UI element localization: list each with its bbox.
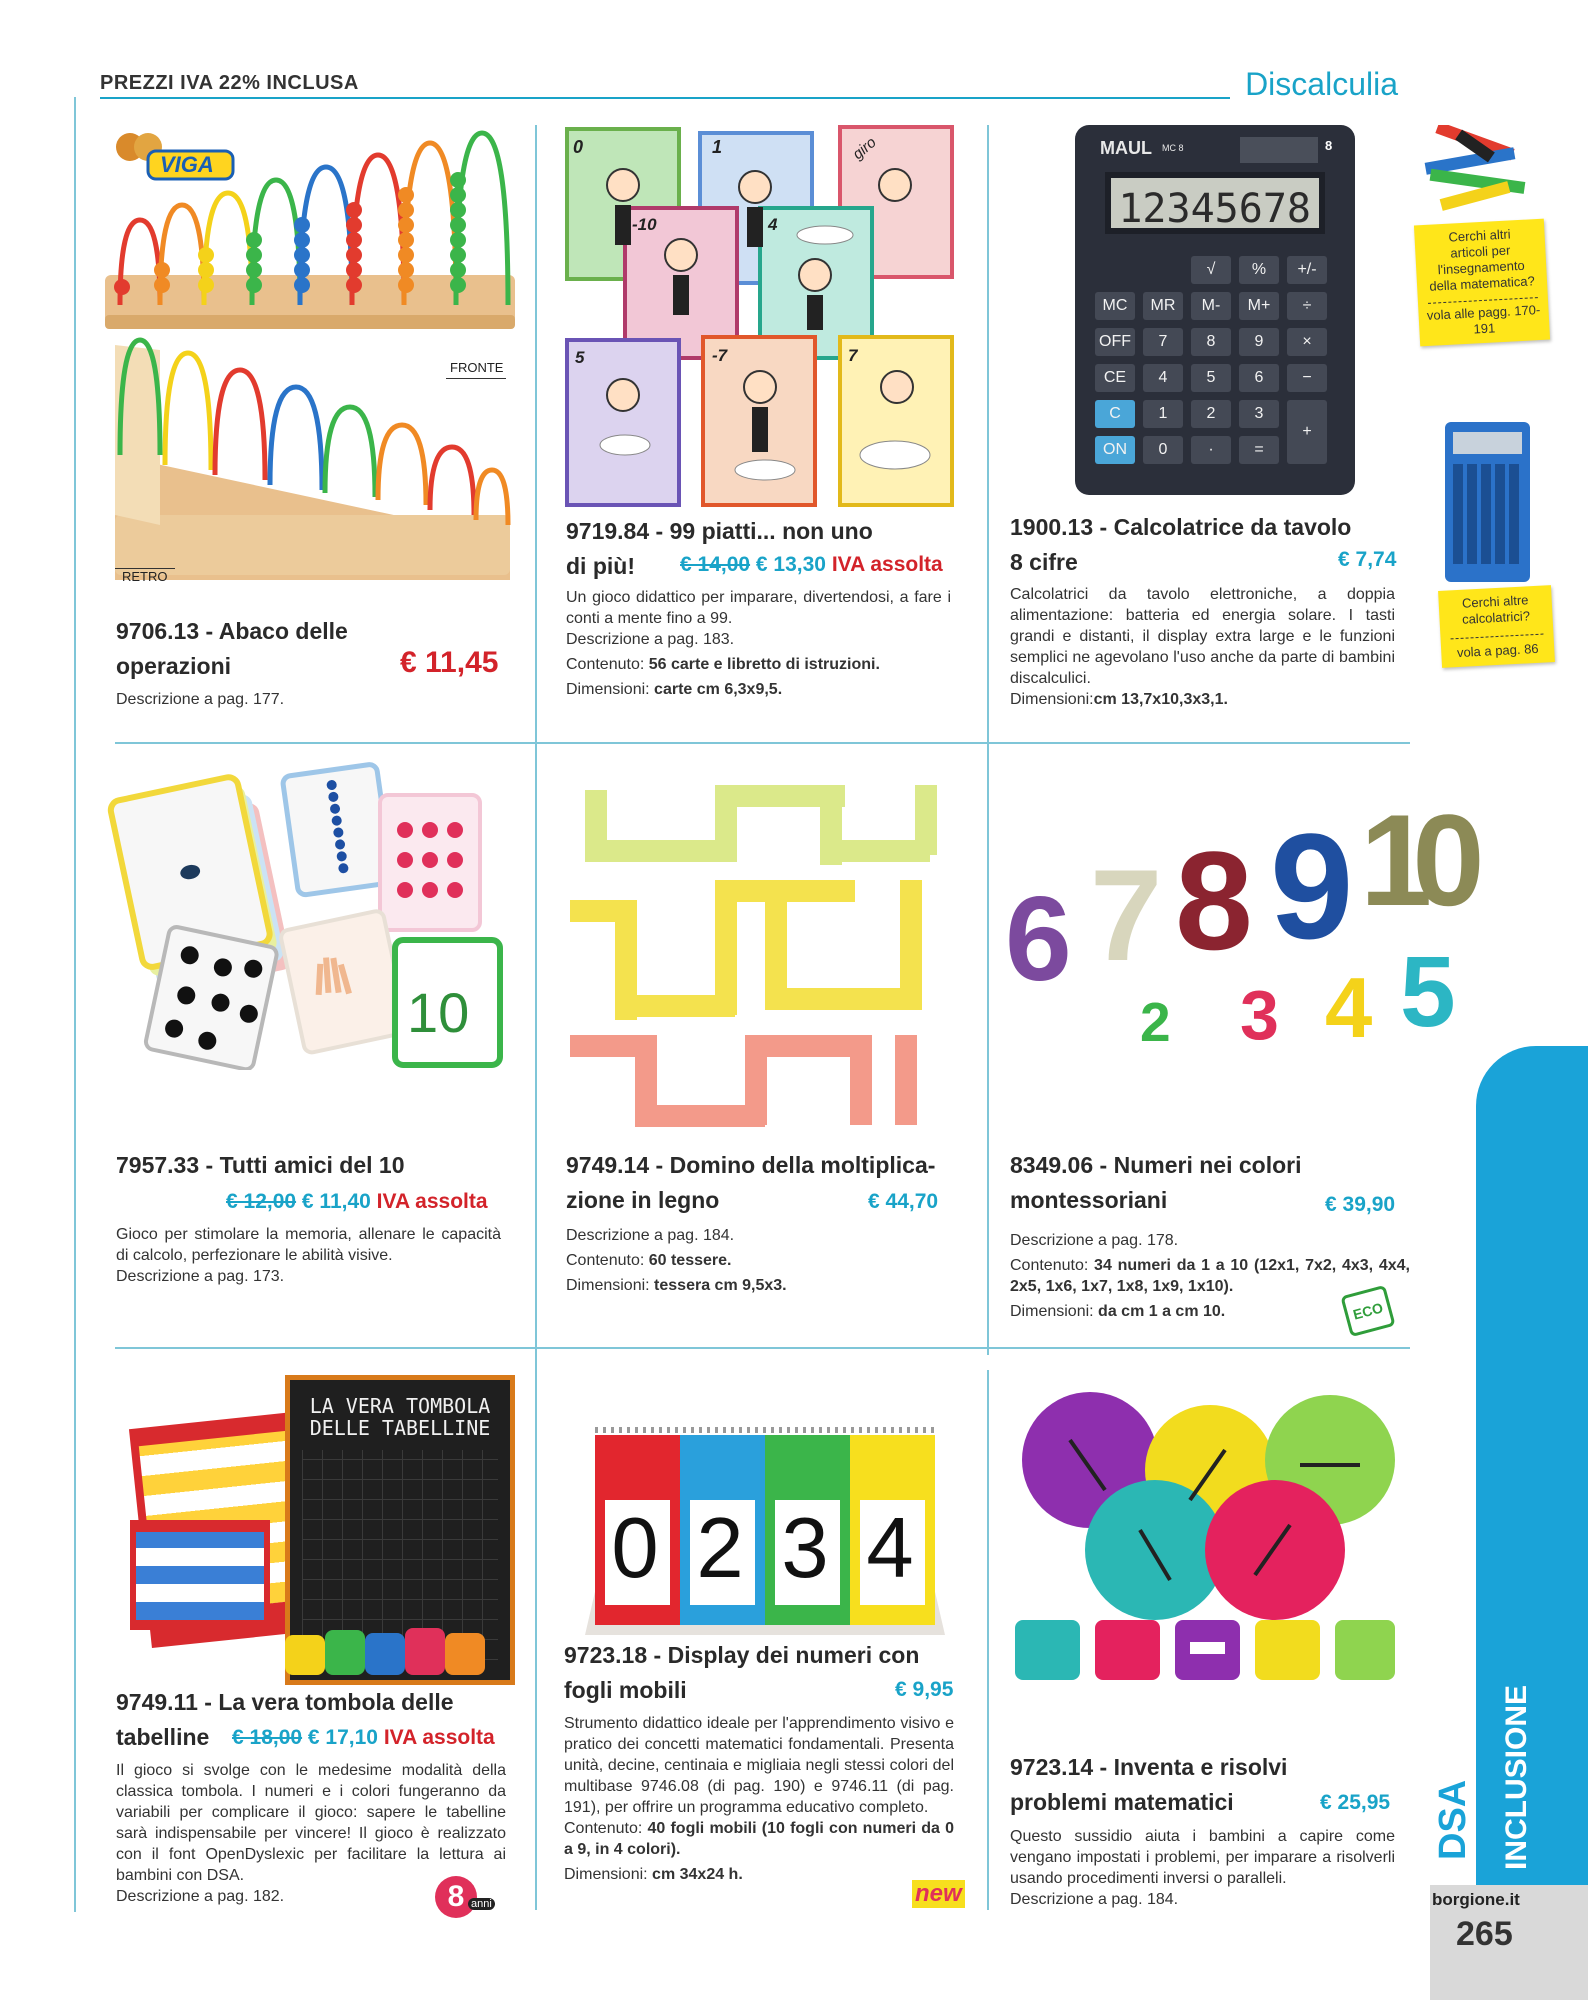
- calculator-key: 2: [1191, 400, 1231, 428]
- product-code: 9723.14: [1010, 1754, 1094, 1780]
- vat-note: PREZZI IVA 22% INCLUSA: [100, 72, 359, 94]
- calculator-model: MC 8: [1162, 143, 1184, 153]
- calculator-key: 9: [1239, 328, 1279, 356]
- product-description: Il gioco si svolge con le medesime modalità della classica tombola. I numeri e i colori fungeranno da variabili per complicare il gioco: sapere le tabelline sarà indispensabile per vincere! Il gioco è realizzato con il font OpenDyslexic per facilitare la lettura ai bambini con DSA. Descrizione a pag. 182.: [116, 1762, 506, 1905]
- calculator-key: M+: [1239, 292, 1279, 320]
- tab-dsa: DSA: [1432, 1779, 1474, 1860]
- calculator-key: ÷: [1287, 292, 1327, 320]
- calculator-key: 6: [1239, 364, 1279, 392]
- product-code: 9706.13: [116, 618, 200, 644]
- product-price: € 7,74: [1338, 548, 1397, 571]
- website[interactable]: borgione.it: [1432, 1890, 1520, 1909]
- calculator-key: −: [1287, 364, 1327, 392]
- product-code: 1900.13: [1010, 514, 1094, 540]
- back-label: RETRO: [122, 569, 168, 584]
- digit: 4: [1325, 961, 1373, 1056]
- product-price-block: [232, 1726, 495, 1750]
- digit: 10: [1360, 787, 1465, 933]
- product-title: 9706.13 - Abaco delle operazioni: [116, 618, 348, 679]
- card-label: -10: [632, 215, 657, 234]
- product-price: € 11,45: [400, 646, 499, 679]
- old-price: € 12,00: [226, 1190, 297, 1213]
- display-digit: 2: [696, 1501, 744, 1596]
- digit: 8: [1175, 822, 1253, 979]
- vat-note: IVA assolta: [831, 553, 943, 576]
- digit: 2: [1140, 991, 1171, 1053]
- product-code: 9749.11: [116, 1689, 198, 1715]
- column-divider-1: [535, 125, 537, 1910]
- product-title: 9723.18 - Display dei numeri con fogli mobili: [564, 1642, 920, 1703]
- calculator-key: 1: [1143, 400, 1183, 428]
- product-description: Calcolatrici da tavolo elettroniche, a doppia alimentazione: batteria ed energia solare. I tasti grandi e distanti, il display extra large e le funzioni semplici ne agevolano l'uso anche da parte di bambini discalculici. Dimensioni:cm 13,7x10,3x3,1.: [1010, 586, 1395, 708]
- product-description: Questo sussidio aiuta i bambini a capire come vengano impostati i problemi, per imparare a risolverli usando procedimenti inversi o paralleli. Descrizione a pag. 184.: [1010, 1828, 1395, 1908]
- display-digit: 4: [866, 1501, 914, 1596]
- calculator-key: +: [1287, 400, 1327, 464]
- domino-image: [565, 770, 955, 1140]
- cards-image: [565, 125, 960, 510]
- product-code: 9723.18: [564, 1642, 648, 1668]
- problem-wheels-image: [1010, 1380, 1400, 1690]
- left-border: [74, 97, 76, 1912]
- row-divider-2: [115, 1347, 1410, 1349]
- product-title: 9719.84 - 99 piatti... non uno di più!: [566, 518, 873, 579]
- product-price: € 39,90: [1325, 1193, 1396, 1216]
- calculator-key: C: [1095, 400, 1135, 428]
- product-price: € 13,30: [755, 553, 826, 576]
- page-link: vola a pag. 86: [1456, 640, 1539, 661]
- header-rule: [100, 97, 1230, 99]
- math-sticks-image: [1415, 125, 1535, 215]
- board-title: LA VERA TOMBOLA DELLE TABELLINE: [309, 1394, 491, 1440]
- card-label: giro: [849, 133, 880, 164]
- calculator-key: ·: [1191, 436, 1231, 464]
- new-badge: new: [912, 1880, 965, 1908]
- calculator-display: 12345678: [1105, 172, 1325, 234]
- calculator-key: =: [1239, 436, 1279, 464]
- product-title: 1900.13 - Calcolatrice da tavolo 8 cifre: [1010, 514, 1352, 575]
- product-code: 8349.06: [1010, 1152, 1094, 1178]
- product-title: 9749.14 - Domino della moltiplica- zione in legno: [566, 1152, 936, 1213]
- calculator-key: √: [1191, 256, 1231, 284]
- age-unit: anni: [468, 1898, 495, 1910]
- back-label-rule: [115, 568, 175, 569]
- calculator-key: 8: [1191, 328, 1231, 356]
- card-label: -7: [712, 346, 728, 365]
- calculator-key: 7: [1143, 328, 1183, 356]
- old-price: € 18,00: [232, 1726, 303, 1749]
- digit: 7: [1090, 842, 1163, 988]
- digit: 6: [1005, 872, 1072, 1006]
- scientific-calculator-image: [1445, 422, 1530, 582]
- card-label: 4: [768, 215, 778, 234]
- product-price: € 11,40: [301, 1190, 371, 1213]
- card-number: 10: [407, 981, 470, 1044]
- display-digit: 3: [781, 1501, 829, 1596]
- product-price: € 17,10: [307, 1726, 378, 1749]
- calculator-key: MR: [1143, 292, 1183, 320]
- brand-label: VIGA: [160, 152, 214, 177]
- calculator-keypad: [1095, 256, 1335, 471]
- section-title: Discalculia: [1245, 66, 1398, 102]
- page-number: 265: [1456, 1915, 1513, 1953]
- product-description: Strumento didattico ideale per l'apprendimento visivo e pratico dei concetti matematici fondamentali. Presenta unità, decine, centinaia e migliaia negli stessi colori del multibase 9746.08 (di pag. 190) e 9746.11 (di pag. 191), per offrire un programma educativo completo. Contenuto: 40 fogli mobili (10 fogli con numeri da 0 a 9, in 4 colori). Dimensioni: cm 34x24 h.: [564, 1715, 954, 1883]
- age-badge: 8: [435, 1876, 477, 1918]
- calculator-key: %: [1239, 256, 1279, 284]
- column-divider-2b: [987, 1370, 989, 1910]
- old-price: € 14,00: [680, 553, 751, 576]
- vat-note: IVA assolta: [383, 1726, 495, 1749]
- front-label: FRONTE: [450, 360, 504, 375]
- tab-inclusione: INCLUSIONE: [1500, 1684, 1533, 1870]
- sticky-note-math[interactable]: Cerchi altri articoli per l'insegnamento della matematica? vola alle pagg. 170-191: [1414, 219, 1550, 347]
- digit: 5: [1400, 936, 1456, 1048]
- product-price-block: [680, 553, 943, 577]
- calculator-key: 5: [1191, 364, 1231, 392]
- calculator-key: 3: [1239, 400, 1279, 428]
- card-label: 7: [848, 346, 858, 365]
- calculator-key: M-: [1191, 292, 1231, 320]
- calculator-key: MC: [1095, 292, 1135, 320]
- product-title: 9749.11 - La vera tombola delle tabelline: [116, 1689, 454, 1750]
- product-description: Un gioco didattico per imparare, divertendosi, a fare i conti a mente fino a 99. Descrizione a pag. 183. Contenuto: 56 carte e libretto di istruzioni. Dimensioni: carte cm 6,3x9,5.: [566, 589, 951, 698]
- product-description: Descrizione a pag. 177.: [116, 691, 285, 708]
- product-description: Gioco per stimolare la memoria, allenare le capacità di calcolo, perfezionare le abilità visive. Descrizione a pag. 173.: [116, 1226, 501, 1285]
- digits-label: 8: [1325, 138, 1333, 153]
- product-price: € 25,95: [1320, 1791, 1391, 1814]
- vat-note: IVA assolta: [376, 1190, 488, 1213]
- product-code: 9749.14: [566, 1152, 650, 1178]
- product-title: 7957.33 - Tutti amici del 10: [116, 1152, 405, 1178]
- display-digit: 0: [611, 1501, 659, 1596]
- calculator-key: +/-: [1287, 256, 1327, 284]
- product-code: 7957.33: [116, 1152, 200, 1178]
- product-price: € 44,70: [868, 1190, 939, 1213]
- product-price: € 9,95: [895, 1678, 954, 1701]
- tombola-card-red-2: [130, 1520, 270, 1630]
- calculator-key: OFF: [1095, 328, 1135, 356]
- product-title: 8349.06 - Numeri nei colori montessoriani: [1010, 1152, 1302, 1213]
- card-label: 5: [575, 348, 585, 367]
- row-divider-1: [115, 742, 1410, 744]
- digit: 9: [1270, 802, 1354, 970]
- calculator-key: ON: [1095, 436, 1135, 464]
- eco-badge: ECO: [1340, 1285, 1395, 1337]
- calculator-key: 0: [1143, 436, 1183, 464]
- product-description: Descrizione a pag. 184. Contenuto: 60 tessere. Dimensioni: tessera cm 9,5x3.: [566, 1227, 787, 1294]
- column-divider-2: [987, 125, 989, 1355]
- calculator-key: ×: [1287, 328, 1327, 356]
- product-description: Descrizione a pag. 178. Contenuto: 34 numeri da 1 a 10 (12x1, 7x2, 4x3, 4x4, 2x5, 1x6, 1x7, 1x8, 1x9, 1x10). Dimensioni: da cm 1 a cm 10.: [1010, 1232, 1411, 1320]
- digit: 3: [1240, 976, 1279, 1054]
- product-code: 9719.84: [566, 518, 650, 544]
- sticky-note-calculators[interactable]: Cerchi altre calcolatrici? vola a pag. 86: [1438, 585, 1555, 668]
- product-price-block: [226, 1190, 488, 1214]
- card-label: 1: [712, 137, 723, 157]
- solar-panel: [1240, 137, 1318, 163]
- calculator-key: 4: [1143, 364, 1183, 392]
- page-link: vola alle pagg. 170-191: [1426, 301, 1541, 337]
- foam-numbers: [285, 1625, 510, 1675]
- calculator-key: CE: [1095, 364, 1135, 392]
- card-label: 0: [573, 137, 584, 157]
- front-label-rule: [446, 378, 506, 379]
- product-title: 9723.14 - Inventa e risolvi problemi matematici: [1010, 1754, 1288, 1815]
- calculator-brand: MAUL: [1100, 138, 1152, 158]
